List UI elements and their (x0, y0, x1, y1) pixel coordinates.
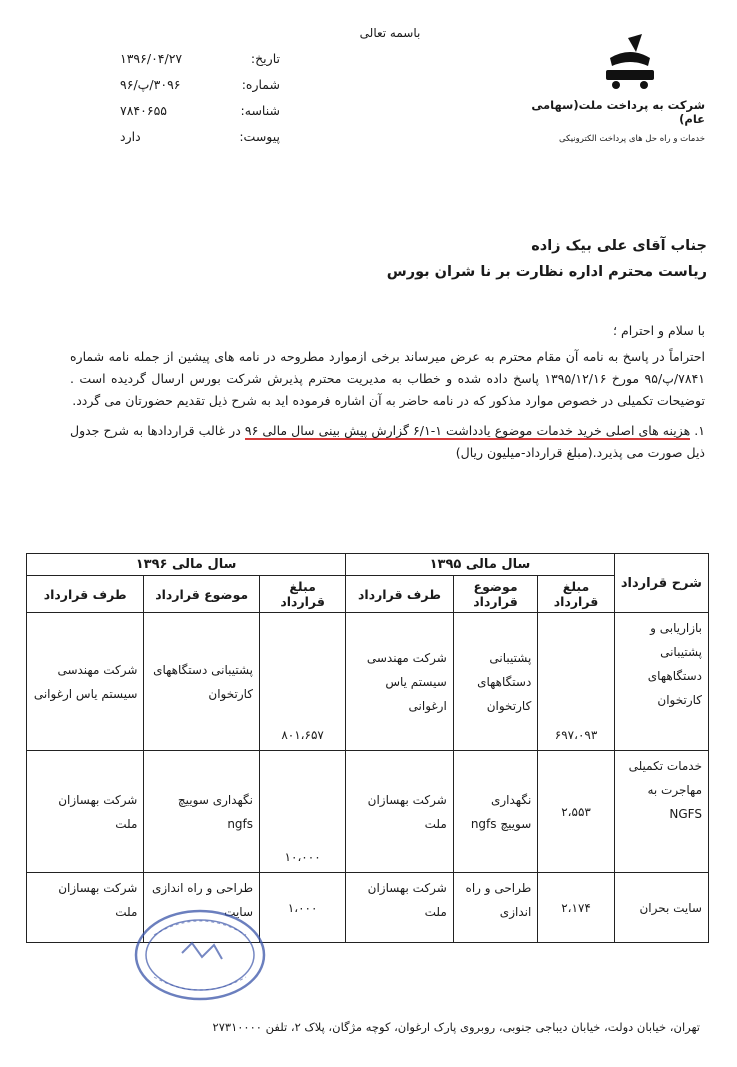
row1-amount-1396: ۸۰۱،۶۵۷ (260, 613, 346, 751)
date-value: ۱۳۹۶/۰۴/۲۷ (120, 51, 183, 66)
row3-subject-1395: طراحی و راه اندازی (453, 873, 538, 943)
meta-id (120, 98, 280, 124)
date-label: تاریخ: (250, 51, 280, 66)
row3-desc: سایت بحران (614, 873, 708, 943)
item-1-underlined-text: هزینه های اصلی خرید خدمات موضوع یادداشت ۱-۶/۱ گزارش پیش بینی سال مالی ۹۶ (244, 423, 691, 438)
greeting: با سلام و احترام ؛ (613, 323, 705, 338)
letter-invocation: باسمه تعالی (359, 26, 421, 40)
meta-date (120, 46, 280, 72)
item-1-number: ۱. (694, 423, 705, 438)
id-value: ۷۸۴۰۶۵۵ (120, 103, 167, 118)
row2-amount-1396: ۱۰،۰۰۰ (260, 751, 346, 873)
company-logo (590, 30, 670, 90)
header-party-1396: طرف قرارداد (27, 576, 144, 613)
attachment-label: پیوست: (239, 129, 280, 144)
table-subheader-row (27, 576, 709, 613)
header-party-1395: طرف قرارداد (346, 576, 454, 613)
company-block (520, 98, 705, 144)
row1-party-1396: شرکت مهندسی سیستم یاس ارغوانی (27, 613, 144, 751)
row1-subject-1395: پشتیبانی دستگاههای کارتخوان (453, 613, 538, 751)
header-amount-1396: مبلغ قرارداد (260, 576, 346, 613)
row3-amount-1396: ۱،۰۰۰ (260, 873, 346, 943)
row2-subject-1395: نگهداری سوییچ ngfs (453, 751, 538, 873)
meta-attachment (120, 124, 280, 150)
header-subject-1396: موضوع قرارداد (144, 576, 260, 613)
header-year-1395: سال مالی ۱۳۹۵ (346, 554, 615, 576)
row3-party-1396: شرکت بهسازان ملت (27, 873, 144, 943)
row1-desc: بازاریابی و پشتیبانی دستگاههای کارتخوان (614, 613, 708, 751)
letter-body (70, 320, 705, 464)
header-year-1396: سال مالی ۱۳۹۶ (27, 554, 346, 576)
row3-subject-1396: طراحی و راه اندازی سایت (144, 873, 260, 943)
letter-meta (120, 46, 280, 150)
row3-party-1395: شرکت بهسازان ملت (346, 873, 454, 943)
meta-number (120, 72, 280, 98)
header-amount-1395: مبلغ قرارداد (538, 576, 614, 613)
row1-amount-1395: ۶۹۷،۰۹۳ (538, 613, 614, 751)
recipient-title: ریاست محترم اداره نظارت بر نا شران بورس (386, 264, 707, 280)
table-header-row (27, 554, 709, 576)
header-desc: شرح قرارداد (614, 554, 708, 613)
row2-subject-1396: نگهداری سوییچ ngfs (144, 751, 260, 873)
attachment-value: دارد (120, 129, 141, 144)
row1-party-1395: شرکت مهندسی سیستم یاس ارغوانی (346, 613, 454, 751)
header-subject-1395: موضوع قرارداد (453, 576, 538, 613)
id-label: شناسه: (240, 103, 280, 118)
body-paragraph: احتراماً در پاسخ به نامه آن مقام محترم به عرض میرساند برخی ازموارد مطروحه در نامه های پیشین از جمله نامه شماره ۷۸۴۱/پ/۹۵ مورخ ۱۳۹۵/۱۲/۱۶ پاسخ داده شده و خطاب به مدیریت محترم پذیرش شرکت بورس ارسال گردیده است . توضیحات تکمیلی در خصوص موارد مذکور که در نامه حاضر به آن اشاره فرموده اید به شرح ذیل تقدیم حضورتان می گردد. (70, 349, 705, 408)
row2-amount-1395: ۲،۵۵۳ (538, 751, 614, 873)
row3-amount-1395: ۲،۱۷۴ (538, 873, 614, 943)
row2-party-1396: شرکت بهسازان ملت (27, 751, 144, 873)
recipient-name: جناب آقای علی بیک زاده (531, 238, 707, 254)
row2-party-1395: شرکت بهسازان ملت (346, 751, 454, 873)
item-1 (70, 420, 705, 464)
table-row (27, 613, 709, 751)
number-value: ۳۰۹۶/پ/۹۶ (120, 77, 181, 92)
number-label: شماره: (241, 77, 280, 92)
contracts-table (26, 553, 709, 943)
company-name: شرکت به پرداخت ملت(سهامی عام) (531, 98, 705, 126)
table-row (27, 751, 709, 873)
company-tagline: خدمات و راه حل های پرداخت الکترونیکی (558, 134, 705, 144)
item-1-text: در غالب قراردادها به شرح جدول ذیل صورت می پذیرد.(مبلغ قرارداد-میلیون ریال) (70, 423, 705, 460)
recipient-block (187, 238, 707, 280)
row2-desc: خدمات تکمیلی مهاجرت به NGFS (614, 751, 708, 873)
footer-address: تهران، خیابان دولت، خیابان دیباجی جنوبی، روبروی پارک ارغوان، کوچه مژگان، پلاک ۲، تلفن ۲۷۳۱۰۰۰۰ (212, 1020, 700, 1034)
table-row (27, 873, 709, 943)
row1-subject-1396: پشتیبانی دستگاههای کارتخوان (144, 613, 260, 751)
